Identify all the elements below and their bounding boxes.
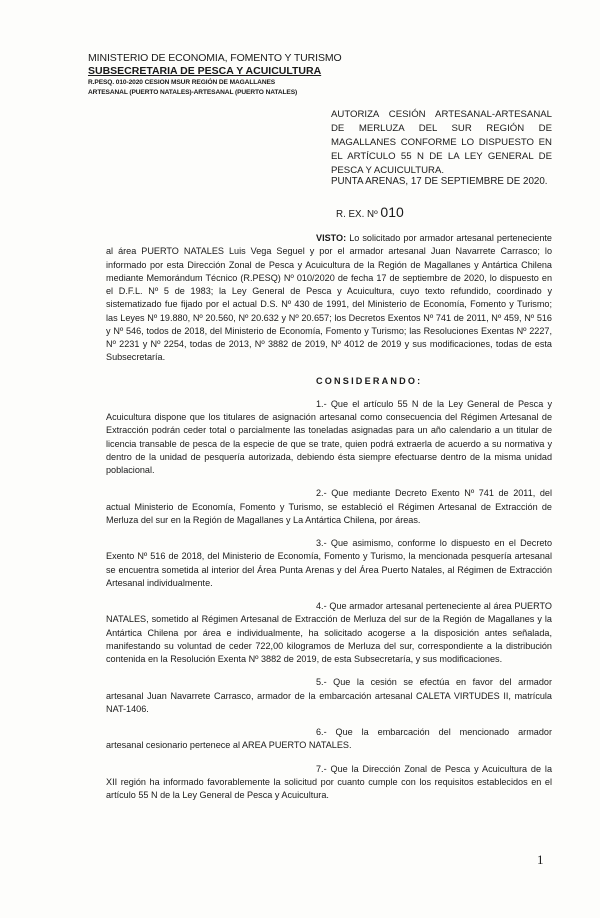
resolution-title: AUTORIZA CESIÓN ARTESANAL-ARTESANAL DE MERLUZA DEL SUR REGIÓN DE MAGALLANES CONFORME LO DISPUESTO EN EL ARTÍCULO 55 N DE LA LEY GENERAL DE PESCA Y ACUICULTURA.	[331, 109, 552, 176]
considerando-heading: CONSIDERANDO:	[316, 375, 423, 386]
considerando-item: 3.- Que asimismo, conforme lo dispuesto en el Decreto Exento Nº 516 de 2018, del Ministerio de Economía, Fomento y Turismo, la mencionada pesquería artesanal se encuentra sometida al interior del Área Punta Arenas y del Área Puerto Natales, al Régimen de Extracción Artesanal individualmente.	[106, 538, 552, 588]
letterhead	[88, 52, 348, 98]
considerando-item: 5.- Que la cesión se efectúa en favor del armador artesanal Juan Navarrete Carrasco, armador de la embarcación artesanal CALETA VIRTUDES II, matrícula NAT-1406.	[106, 677, 552, 714]
resolution-prefix: R. EX. Nº	[336, 209, 378, 220]
considerando-item: 7.- Que la Dirección Zonal de Pesca y Acuicultura de la XII región ha informado favorablemente la solicitud por cuanto cumple con los requisitos establecidos en el artículo 55 N de la Ley General de Pesca y Acuicultura.	[106, 763, 552, 800]
reference-line-1: R.PESQ. 010-2020 CESION MSUR REGIÓN DE MAGALLANES	[88, 79, 276, 86]
ministry-name: MINISTERIO DE ECONOMIA, FOMENTO Y TURISMO	[88, 52, 342, 64]
visto-label: VISTO:	[316, 233, 347, 243]
visto-text: Lo solicitado por armador artesanal perteneciente al área PUERTO NATALES Luis Vega Seguel y por el armador artesanal Juan Navarrete Carrasco; lo informado por esta Dirección Zonal de Pesca y Acuicultura de la Región de Magallanes y Antártica Chilena mediante Memorándum Técnico (R.PESQ) Nº 010/2020 de fecha 17 de septiembre de 2020, lo dispuesto en el D.F.L. Nº 5 de 1983; la Ley General de Pesca y Acuicultura, cuyo texto refundido, coordinado y sistematizado fue fijado por el actual D.S. Nº 430 de 1991, del Ministerio de Economía, Fomento y Turismo; las Leyes Nº 19.880, Nº 20.560, Nº 20.632 y Nº 20.657; los Decretos Exentos Nº 741 de 2011, Nº 459, Nº 516 y Nº 546, todos de 2018, del Ministerio de Economía, Fomento y Turismo; las Resoluciones Exentas Nº 2227, Nº 2231 y Nº 2254, todas de 2013, Nº 3882 de 2019, Nº 4012 de 2019 y sus modificaciones, todas de esta Subsecretaría.	[106, 233, 552, 363]
considerando-item: 4.- Que armador artesanal perteneciente al área PUERTO NATALES, sometido al Régimen Artesanal de Extracción de Merluza del sur de la Región de Magallanes y la Antártica Chilena por área e individualmente, ha solicitado acogerse a la disposición antes señalada, manifestando su voluntad de ceder 722,00 kilogramos de Merluza del sur, correspondiente a la distribución contenida en la Resolución Exenta Nº 3882 de 2019, de esta Subsecretaría, y sus modificaciones.	[106, 601, 552, 664]
subsecretaria-name: SUBSECRETARIA DE PESCA Y ACUICULTURA	[88, 65, 322, 77]
page-number: 1	[537, 852, 544, 867]
visto-paragraph	[106, 232, 552, 365]
resolution-date: PUNTA ARENAS, 17 DE SEPTIEMBRE DE 2020.	[331, 176, 548, 187]
considerando-item: 2.- Que mediante Decreto Exento Nº 741 de 2011, del actual Ministerio de Economía, Fomento y Turismo, se estableció el Régimen Artesanal de Extracción de Merluza del sur en la Región de Magallanes y La Antártica Chilena, por áreas.	[106, 488, 552, 525]
reference-line-2: ARTESANAL (PUERTO NATALES)-ARTESANAL (PUERTO NATALES)	[88, 89, 298, 96]
document-body	[106, 232, 552, 802]
resolution-number	[336, 204, 404, 220]
resolution-number-value: 010	[380, 204, 404, 220]
considerando-item: 1.- Que el artículo 55 N de la Ley General de Pesca y Acuicultura dispone que los titulares de asignación artesanal como consecuencia del Régimen Artesanal de Extracción podrán ceder total o parcialmente las toneladas asignadas para un año calendario a un titular de licencia transable de pesca de la especie de que se trate, quien podrá extraerla de acuerdo a su normativa y dentro de la unidad de pesquería autorizada, debiendo ésta siempre efectuarse dentro de la misma unidad poblacional.	[106, 398, 552, 475]
considerando-item: 6.- Que la embarcación del mencionado armador artesanal cesionario pertenece al AREA PUERTO NATALES.	[106, 727, 552, 751]
